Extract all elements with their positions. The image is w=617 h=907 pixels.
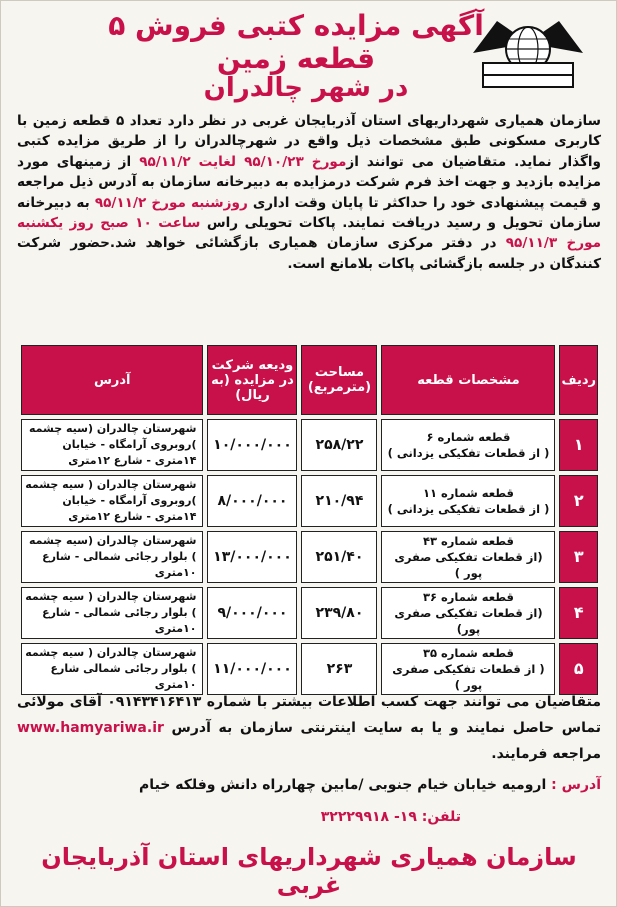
notice-title: آگهی مزایده کتبی فروش ۵ قطعه زمین xyxy=(108,9,484,75)
lot-deposit: ۱۰/۰۰۰/۰۰۰ xyxy=(207,419,297,471)
visit-dates: مورخ ۹۵/۱۰/۲۳ لغایت ۹۵/۱۱/۲ xyxy=(139,153,347,170)
lot-address: شهرستان چالدران (سیه چشمه ) بلوار رجائی شمالی - شارع ۱۰متری xyxy=(21,531,203,583)
intro-text-3: به دبیرخانه سازمان تحویل و رسید دریافت نمایند. پاکات تحویلی راس xyxy=(17,194,601,232)
opening-time: ساعت ۱۰ صبح روز یکشنبه مورخ ۹۵/۱۱/۳ xyxy=(17,215,602,252)
lot-spec xyxy=(381,643,555,695)
lots-table xyxy=(17,341,602,699)
header-address: آدرس xyxy=(21,345,203,415)
lot-spec xyxy=(381,531,555,583)
row-number: ۵ xyxy=(559,643,598,695)
contact-text-2: مراجعه فرمایند. xyxy=(491,746,601,762)
lot-number: قطعه شماره ۶ xyxy=(426,430,511,444)
intro-text-4: در دفتر مرکزی سازمان همیاری بازگشائی خواهد شد.حضور شرکت کنندگان در جلسه بازگشائی پاکات بلامانع است. xyxy=(17,235,601,272)
lot-source: (از قطعات تفکیکی صفری پور ) xyxy=(394,550,543,580)
lot-area: ۲۵۱/۴۰ xyxy=(301,531,377,583)
row-number: ۲ xyxy=(559,475,598,527)
row-number: ۳ xyxy=(559,531,598,583)
table-row xyxy=(21,587,598,639)
lot-area: ۲۵۸/۲۲ xyxy=(301,419,377,471)
lot-deposit: ۱۱/۰۰۰/۰۰۰ xyxy=(207,643,297,695)
lot-number: قطعه شماره ۳۶ xyxy=(422,590,514,604)
lot-number: قطعه شماره ۴۳ xyxy=(422,534,514,548)
lot-number: قطعه شماره ۱۱ xyxy=(422,486,514,500)
lot-number: قطعه شماره ۳۵ xyxy=(422,646,514,660)
submission-deadline: روزشنبه مورخ ۹۵/۱۱/۲ xyxy=(94,194,248,211)
lot-area: ۲۳۹/۸۰ xyxy=(301,587,377,639)
lot-address: شهرستان چالدران ( سیه چشمه ) بلوار رجائی شمالی - شارع ۱۰متری xyxy=(21,587,203,639)
address-value: ارومیه خیابان خیام جنوبی /مابین چهارراه دانش وفلکه خیام xyxy=(139,777,552,793)
lot-spec xyxy=(381,475,555,527)
table-header-row xyxy=(21,345,598,415)
lot-deposit: ۱۳/۰۰۰/۰۰۰ xyxy=(207,531,297,583)
address-line xyxy=(17,773,601,797)
lot-spec xyxy=(381,419,555,471)
lot-source: ( از قطعات تفکیکی یزدانی ) xyxy=(387,446,550,460)
table-row xyxy=(21,531,598,583)
phone-line: تلفن: ۱۹- ۳۲۲۲۹۹۱۸ xyxy=(320,809,461,825)
lot-source: (از قطعات تفکیکی صفری پور) xyxy=(394,606,543,636)
intro-paragraph xyxy=(17,111,601,274)
table-row xyxy=(21,643,598,695)
lot-address: شهرستان چالدران ( سیه چشمه )روبروی آرامگاه - خیابان ۱۴متری - شارع ۱۲متری xyxy=(21,475,203,527)
header-spec: مشخصات قطعه xyxy=(381,345,555,415)
table-row xyxy=(21,419,598,471)
lot-source: ( از قطعات تفکیکی صفری پور ) xyxy=(392,662,545,692)
website-link[interactable]: www.hamyariwa.ir xyxy=(17,720,164,736)
lot-deposit: ۹/۰۰۰/۰۰۰ xyxy=(207,587,297,639)
intro-text-2: از زمینهای مورد مزایده بازدید و جهت اخذ فرم شرکت درمزایده به دبیرخانه سازمان به آدرس ذیل مراجعه و قیمت پیشنهادی خود را حداکثر تا پایان وقت اداری xyxy=(17,153,602,211)
contact-text-1: متقاضیان می توانند جهت کسب اطلاعات بیشتر با شماره ۰۹۱۴۳۴۱۶۴۱۳ آقای مولائی تماس حاصل نمایند و یا به سایت اینترنتی سازمان به آدرس xyxy=(17,694,602,736)
lot-source: ( از قطعات تفکیکی یزدانی ) xyxy=(387,502,550,516)
address-label: آدرس : xyxy=(551,777,601,793)
lot-spec xyxy=(381,587,555,639)
row-number: ۴ xyxy=(559,587,598,639)
lot-address: شهرستان چالدران ( سیه چشمه ) بلوار رجائی شمالی شارع ۱۰متری xyxy=(21,643,203,695)
notice-subtitle: در شهر چالدران xyxy=(203,73,409,103)
contact-paragraph xyxy=(17,689,601,767)
row-number: ۱ xyxy=(559,419,598,471)
footer-organization: سازمان همیاری شهرداریهای استان آذربایجان غربی xyxy=(41,843,577,899)
header-row-number: ردیف xyxy=(559,345,598,415)
header-area: مساحت (مترمربع) xyxy=(301,345,377,415)
lot-address: شهرستان چالدران (سیه چشمه )روبروی آرامگاه - خیابان ۱۴متری - شارع ۱۲متری xyxy=(21,419,203,471)
lot-area: ۲۶۳ xyxy=(301,643,377,695)
lot-area: ۲۱۰/۹۴ xyxy=(301,475,377,527)
table-row xyxy=(21,475,598,527)
header-deposit: ودیعه شرکت در مزایده (به ریال) xyxy=(207,345,297,415)
organization-name: سازمان همیاری شهرداریهای استان آذربایجان غربی xyxy=(252,113,601,129)
intro-text-1: در نظر دارد تعداد ۵ قطعه زمین با کاربری مسکونی طبق مشخصات ذیل واقع در شهرچالدران را از طریق مزایده کتبی واگذار نماید. متقاضیان می توانند از xyxy=(17,113,602,170)
lot-deposit: ۸/۰۰۰/۰۰۰ xyxy=(207,475,297,527)
